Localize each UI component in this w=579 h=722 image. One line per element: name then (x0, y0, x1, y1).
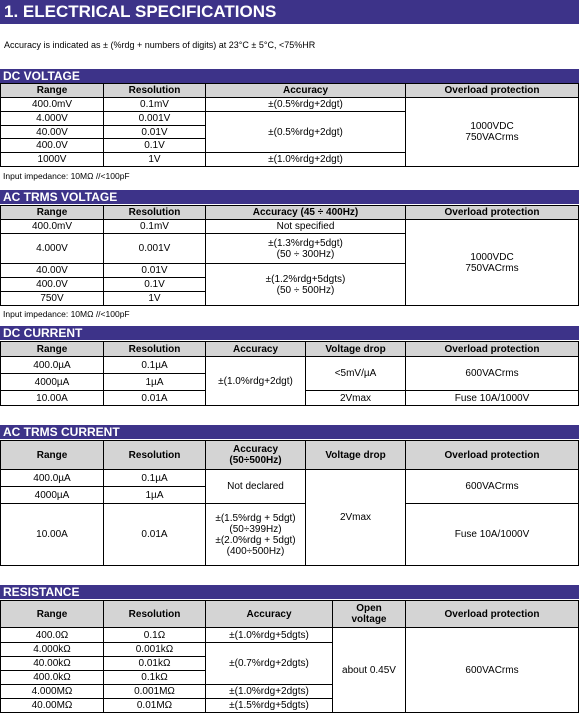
cell-range: 40.00V (1, 264, 104, 278)
cell-range: 4.000kΩ (1, 643, 104, 657)
overload-line: 1000VDC (470, 121, 514, 132)
cell-voltage-drop: 2Vmax (306, 391, 406, 406)
page-title: 1. ELECTRICAL SPECIFICATIONS (0, 0, 579, 24)
resistance-table (0, 600, 579, 713)
cell-resolution: 0.1V (104, 139, 206, 153)
header-overload: Overload protection (406, 206, 579, 220)
cell-range: 400.0kΩ (1, 671, 104, 685)
cell-resolution: 0.1kΩ (104, 671, 206, 685)
cell-range: 400.0V (1, 139, 104, 153)
header-voltage-drop: Voltage drop (306, 342, 406, 357)
accuracy-line: ±(1.2%rdg+5dgts) (265, 273, 346, 285)
accuracy-line: (50 ÷ 300Hz) (276, 248, 335, 260)
overload-line: 1000VDC (470, 251, 514, 263)
accuracy-line: ±(1.5%rdg + 5dgt) (215, 512, 296, 524)
cell-resolution: 0.001MΩ (104, 685, 206, 699)
cell-range: 400.0Ω (1, 628, 104, 643)
header-overload: Overload protection (406, 342, 579, 357)
cell-resolution: 1V (104, 292, 206, 306)
header-accuracy: Accuracy (206, 601, 333, 628)
header-open-voltage-line: Open (356, 603, 382, 614)
header-overload: Overload protection (406, 441, 579, 470)
cell-accuracy: ±(1.0%rdg+5dgts) (206, 628, 333, 643)
cell-resolution: 1V (104, 153, 206, 167)
cell-range: 750V (1, 292, 104, 306)
cell-resolution: 0.01A (104, 391, 206, 406)
input-impedance-note: Input impedance: 10MΩ //<100pF (3, 309, 130, 319)
cell-accuracy: Not specified (206, 220, 406, 234)
header-range: Range (1, 441, 104, 470)
accuracy-line: ±(1.3%rdg+5dgt) (268, 237, 343, 249)
cell-resolution: 0.001V (104, 234, 206, 264)
cell-range: 10.00A (1, 391, 104, 406)
cell-overload (406, 98, 579, 167)
cell-range: 400.0µA (1, 470, 104, 487)
cell-accuracy (206, 264, 406, 306)
header-range: Range (1, 342, 104, 357)
section-heading-ac-current: AC TRMS CURRENT (0, 425, 579, 439)
dc-current-table (0, 341, 579, 406)
cell-overload: 600VACrms (406, 357, 579, 391)
header-range: Range (1, 84, 104, 98)
header-resolution: Resolution (104, 441, 206, 470)
cell-accuracy (206, 234, 406, 264)
cell-accuracy (206, 504, 306, 566)
cell-range: 1000V (1, 153, 104, 167)
cell-resolution: 0.01A (104, 504, 206, 566)
cell-range: 400.0mV (1, 220, 104, 234)
cell-resolution: 0.1µA (104, 470, 206, 487)
cell-accuracy: Not declared (206, 470, 306, 504)
cell-resolution: 0.01V (104, 264, 206, 278)
cell-range: 4.000V (1, 112, 104, 126)
intro-text: Accuracy is indicated as ± (%rdg + numbers of digits) at 23°C ± 5°C, <75%HR (4, 40, 316, 50)
overload-line: 750VACrms (465, 132, 519, 143)
cell-range: 40.00MΩ (1, 699, 104, 713)
section-heading-ac-voltage: AC TRMS VOLTAGE (0, 190, 579, 204)
header-accuracy-line: (50÷500Hz) (229, 455, 282, 466)
cell-accuracy: ±(1.0%rdg+2dgts) (206, 685, 333, 699)
cell-range: 4.000MΩ (1, 685, 104, 699)
accuracy-line: (400÷500Hz) (226, 545, 285, 557)
cell-overload: 600VACrms (406, 470, 579, 504)
cell-resolution: 0.001kΩ (104, 643, 206, 657)
ac-current-table (0, 440, 579, 566)
section-heading-dc-voltage: DC VOLTAGE (0, 69, 579, 83)
cell-resolution: 0.001V (104, 112, 206, 126)
cell-resolution: 0.01kΩ (104, 657, 206, 671)
header-accuracy: Accuracy (45 ÷ 400Hz) (206, 206, 406, 220)
header-range: Range (1, 601, 104, 628)
cell-range: 4000µA (1, 487, 104, 504)
cell-voltage-drop: 2Vmax (306, 470, 406, 566)
cell-accuracy: ±(0.5%rdg+2dgt) (206, 98, 406, 112)
header-resolution: Resolution (104, 342, 206, 357)
cell-accuracy: ±(0.5%rdg+2dgt) (206, 112, 406, 153)
overload-line: 750VACrms (465, 262, 519, 274)
accuracy-line: ±(2.0%rdg + 5dgt) (215, 534, 296, 546)
section-heading-dc-current: DC CURRENT (0, 326, 579, 340)
header-resolution: Resolution (104, 84, 206, 98)
cell-accuracy: ±(0.7%rdg+2dgts) (206, 643, 333, 685)
cell-overload: Fuse 10A/1000V (406, 504, 579, 566)
cell-accuracy: ±(1.5%rdg+5dgts) (206, 699, 333, 713)
cell-resolution: 1µA (104, 487, 206, 504)
ac-voltage-table (0, 205, 579, 306)
cell-range: 400.0V (1, 278, 104, 292)
section-heading-resistance: RESISTANCE (0, 585, 579, 599)
cell-range: 400.0mV (1, 98, 104, 112)
cell-open-voltage: about 0.45V (333, 628, 406, 713)
cell-resolution: 0.01V (104, 126, 206, 139)
cell-overload: Fuse 10A/1000V (406, 391, 579, 406)
header-resolution: Resolution (104, 206, 206, 220)
cell-accuracy: ±(1.0%rdg+2dgt) (206, 153, 406, 167)
cell-resolution: 0.1V (104, 278, 206, 292)
cell-range: 10.00A (1, 504, 104, 566)
cell-overload: 600VACrms (406, 628, 579, 713)
header-resolution: Resolution (104, 601, 206, 628)
cell-range: 40.00V (1, 126, 104, 139)
accuracy-line: (50 ÷ 500Hz) (276, 284, 335, 296)
accuracy-line: (50÷399Hz) (229, 523, 282, 535)
cell-resolution: 1µA (104, 374, 206, 391)
header-open-voltage (333, 601, 406, 628)
cell-resolution: 0.1µA (104, 357, 206, 374)
header-accuracy (206, 441, 306, 470)
header-accuracy-line: Accuracy (232, 444, 279, 455)
cell-resolution: 0.1Ω (104, 628, 206, 643)
dc-voltage-table (0, 83, 579, 167)
cell-resolution: 0.01MΩ (104, 699, 206, 713)
header-accuracy: Accuracy (206, 84, 406, 98)
header-range: Range (1, 206, 104, 220)
cell-range: 4.000V (1, 234, 104, 264)
header-open-voltage-line: voltage (351, 614, 387, 625)
header-accuracy: Accuracy (206, 342, 306, 357)
cell-voltage-drop: <5mV/µA (306, 357, 406, 391)
header-overload: Overload protection (406, 601, 579, 628)
cell-resolution: 0.1mV (104, 98, 206, 112)
header-overload: Overload protection (406, 84, 579, 98)
cell-accuracy: ±(1.0%rdg+2dgt) (206, 357, 306, 406)
cell-range: 400.0µA (1, 357, 104, 374)
input-impedance-note: Input impedance: 10MΩ //<100pF (3, 171, 130, 181)
cell-range: 4000µA (1, 374, 104, 391)
cell-resolution: 0.1mV (104, 220, 206, 234)
header-voltage-drop: Voltage drop (306, 441, 406, 470)
cell-overload (406, 220, 579, 306)
cell-range: 40.00kΩ (1, 657, 104, 671)
